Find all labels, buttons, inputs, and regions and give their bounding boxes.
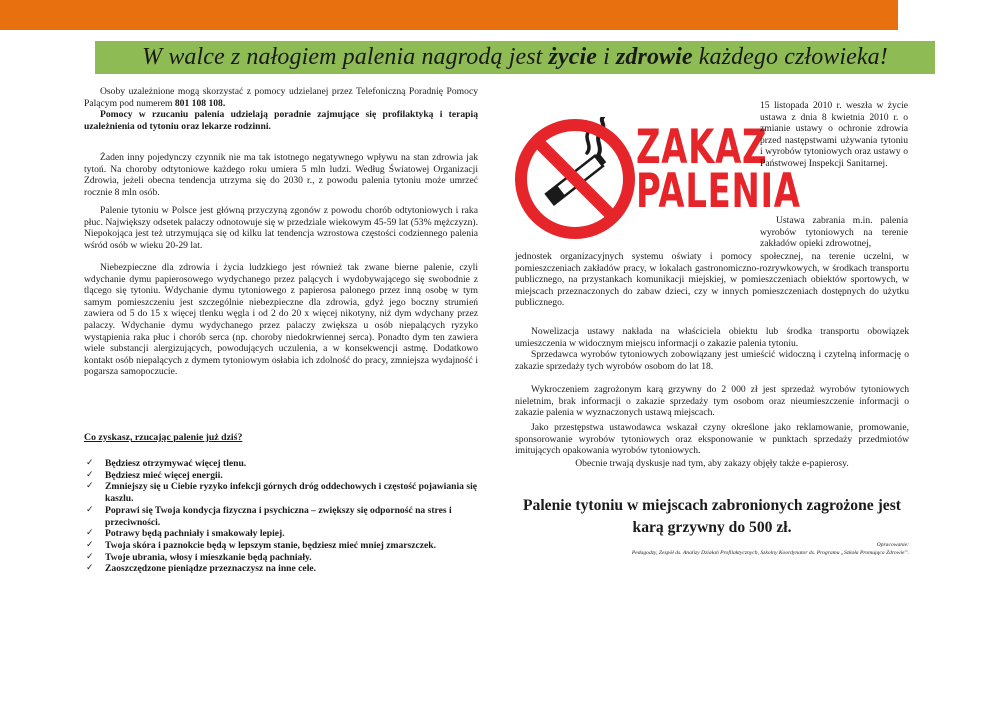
law-ban-places: jednostek organizacyjnych systemu oświaty i pomocy społecznej, na terenie uczelni, w pomieszczeniach zakładów pracy, w lokalach gastronomiczno-rozrywkowych, w środkach transportu publicznego, na przystankach komunikacji miejskiej, w pomieszczeniach obiektów sportowych, w miejscach przeznaczonych do zabaw dzieci, czy w innych pomieszczeniach dostępnych do użytku publicznego.: [515, 251, 909, 309]
check-icon: ✓: [86, 504, 94, 515]
law-owner-obligation: Nowelizacja ustawy nakłada na właściciela obiektu lub środka transportu obowiązek umieszczenia w widocznym miejscu informacji o zakazie palenia tytoniu.: [515, 326, 909, 349]
check-icon: ✓: [86, 481, 94, 492]
fine-headline: Palenie tytoniu w miejscach zabronionych zagrożone jest karą grzywny do 500 zł.: [523, 497, 901, 536]
no-smoking-sign-text: ZAKAZ PALENIA: [636, 120, 801, 219]
paragraph-tobacco-impact: Żaden inny pojedynczy czynnik nie ma tak istotnego negatywnego wpływu na stan zdrowia jak tytoń. Na choroby odtytoniowe każdego roku umiera 5 mln ludzi. Według Światowej Organizacji Zdrowia, jeżeli obecna tendencja utrzyma się do 2030 r., z powodu palenia tytoniu może umrzeć rocznie 8 mln osób.: [84, 152, 478, 198]
credit-text: Pedagodzy, Zespół ds. Analizy Działań Profilaktycznych, Szkolny Koordynator ds. Programu „Szkoła Promująca Zdrowie”.: [631, 550, 909, 556]
law-e-cigarettes: Obecnie trwają dyskusje nad tym, aby zakazy objęły także e-papierosy.: [575, 458, 849, 469]
title-banner: [95, 41, 935, 74]
check-icon: ✓: [86, 563, 94, 574]
law-fine-offence: Wykroczeniem zagrożonym karą grzywny do 2 000 zł jest sprzedaż wyrobów tytoniowych nieletnim, brak informacji o zakazie sprzedaży tym osobom oraz nieumieszczenie informacji o zakazie palenia w wyznaczonych ustawą miejscach.: [515, 384, 909, 419]
no-smoking-sign: [513, 117, 637, 241]
top-orange-bar: [0, 0, 898, 30]
intro-helpline: Osoby uzależnione mogą skorzystać z pomocy udzielanej przez Telefoniczną Poradnię Pomocy Palącym pod numerem 801 108 108.: [84, 86, 478, 109]
list-item: ✓ Potrawy będą pachniały i smakowały lepiej.: [86, 528, 285, 540]
check-icon: ✓: [86, 458, 94, 468]
no-smoking-icon: [513, 117, 637, 241]
law-intro: 15 listopada 2010 r. weszła w życie ustawa z dnia 8 kwietnia 2010 r. o zmianie ustawy o ochronie zdrowia przed następstwami używania tytoniu i wyrobów tytoniowych oraz ustawy o Państwowej Inspekcji Sanitarnej.: [760, 100, 908, 169]
benefits-checklist: [86, 458, 486, 575]
page-title: W walce z nałogiem palenia nagrodą jest życie i zdrowie każdego człowieka!: [142, 44, 888, 70]
law-seller-obligation: Sprzedawca wyrobów tytoniowych zobowiązany jest umieścić widoczną i czytelną informację o zakazie sprzedaży tych wyrobów osobom do lat 18.: [515, 349, 909, 372]
paragraph-poland-statistics: Palenie tytoniu w Polsce jest główną przyczyną zgonów z powodu chorób odtytoniowych i raka płuc. Największy odsetek palaczy odnotowuje się w przedziale wiekowym 45-59 lat (53% mężczyzn). Niepokojąca jest też utrzymująca się od kilku lat tendencja wzrostowa częstości codziennego palenia wśród osób w wieku 20-29 lat.: [84, 205, 478, 251]
check-icon: ✓: [86, 528, 94, 539]
check-icon: ✓: [86, 539, 94, 550]
list-item: ✓ Twoja skóra i paznokcie będą w lepszym stanie, będziesz mieć mniej zmarszczek.: [86, 539, 437, 551]
paragraph-passive-smoking: Niebezpieczne dla zdrowia i życia ludzkiego jest również tak zwane bierne palenie, czyli wdychanie dymu papierosowego wydychanego przez palących i wydobywającego się swobodnie z tlącego się tytoniu. Wdychanie dymu tytoniowego z papierosa palonego przez inną osobę w tym samym pomieszczeniu jest szczególnie niebezpieczne dla zdrowia, gdyż jego boczny strumień zawiera od 5 do 15 x więcej tlenku węgla i od 2 do 20 x więcej nikotyny, niż dym wdychany przez palaczy. Wdychanie dymu wydychanego przez palaczy zwiększa u osób niepalących ryzyko wystąpienia raka płuc i chorób serca (np. choroby niedokrwiennej serca). Ponadto dym ten zawiera wiele substancji alergizujących, powodujących uczulenia, a w konsekwencji astmę. Dodatkowo kontakt osób niepalących z dymem tytoniowym osłabia ich zdolność do pracy, zmniejsza wydajność i pogarsza samopoczucie.: [84, 262, 478, 378]
list-item: ✓ Będziesz otrzymywać więcej tlenu.: [86, 458, 247, 469]
law-crimes: Jako przestępstwa ustawodawca wskazał czyny określone jako reklamowanie, promowanie, sponsorowanie wyrobów tytoniowych oraz eksponowanie w punktach sprzedaży przedmiotów imitujących opakowania wyrobów tytoniowych.: [515, 422, 909, 457]
list-item: ✓ Będziesz mieć więcej energii.: [86, 469, 223, 481]
check-icon: ✓: [86, 469, 94, 480]
list-item: ✓ Zmniejszy się u Ciebie ryzyko infekcji górnych dróg oddechowych i częstość pojawiania się kaszlu.: [86, 481, 477, 505]
benefits-heading: Co zyskasz, rzucając palenie już dziś?: [84, 432, 243, 443]
list-item: ✓ Poprawi się Twoja kondycja fizyczna i psychiczna – zwiększy się odporność na stres i przeciwności.: [86, 504, 452, 528]
law-ban-start: Ustawa zabrania m.in. palenia wyrobów tytoniowych na terenie zakładów opieki zdrowotnej,: [760, 215, 908, 250]
check-icon: ✓: [86, 551, 94, 562]
list-item: ✓ Zaoszczędzone pieniądze przeznaczysz na inne cele.: [86, 563, 317, 575]
credit-label: Opracowanie:: [876, 542, 909, 548]
intro-clinics: Pomocy w rzucaniu palenia udzielają poradnie zajmujące się profilaktyką i terapią uzależnienia od tytoniu oraz lekarze rodzinni.: [84, 109, 478, 132]
list-item: ✓ Twoje ubrania, włosy i mieszkanie będą pachniały.: [86, 551, 312, 563]
